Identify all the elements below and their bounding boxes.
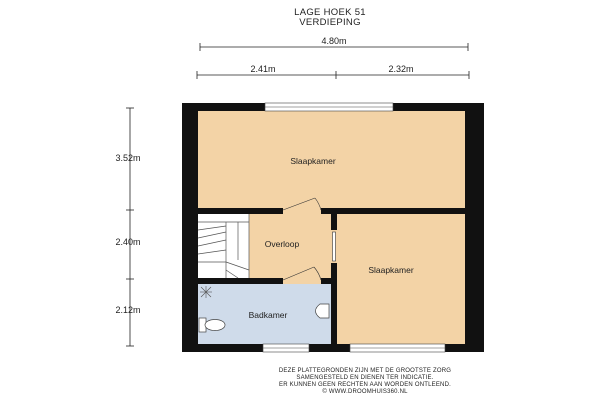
dimension-left-width-label: 2.41m	[250, 64, 276, 74]
disclaimer-line-3: ER KUNNEN GEEN RECHTEN AAN WORDEN ONTLEEND.	[279, 382, 451, 388]
disclaimer-line-4: © WWW.DROOMHUIS360.NL	[322, 389, 408, 395]
bedroom-right-floor	[337, 214, 465, 344]
stair-area	[198, 214, 249, 278]
dimension-height-middle-label: 2.40m	[115, 237, 141, 247]
room-label-bathroom: Badkamer	[248, 310, 288, 320]
disclaimer-line-1: DEZE PLATTEGRONDEN ZIJN MET DE GROOTSTE ZORG	[278, 368, 452, 374]
dimension-total-width-label: 4.80m	[321, 36, 347, 46]
door-opening-bathroom	[283, 278, 321, 284]
door-opening-top	[283, 208, 321, 214]
plan-floor-label: VERDIEPING	[299, 17, 361, 28]
dimension-right-width-label: 2.32m	[388, 64, 414, 74]
room-label-bedroom-top: Slaapkamer	[290, 156, 336, 166]
shower-icon	[200, 286, 212, 298]
dimension-height-top-label: 3.52m	[115, 153, 141, 163]
door-swing-right	[333, 232, 336, 261]
window-bottom	[350, 344, 445, 352]
room-label-landing: Overloop	[264, 239, 300, 249]
room-label-bedroom-right: Slaapkamer	[368, 265, 414, 275]
sink-icon	[316, 304, 330, 318]
disclaimer-line-2: SAMENGESTELD EN DIENEN TER INDICATIE.	[296, 375, 434, 381]
window-top	[265, 103, 393, 111]
plan-address: LAGE HOEK 51	[294, 7, 366, 18]
dimension-height-bottom-label: 2.12m	[115, 305, 141, 315]
window-bathroom	[263, 344, 309, 352]
dimension-split-widths	[197, 71, 469, 79]
